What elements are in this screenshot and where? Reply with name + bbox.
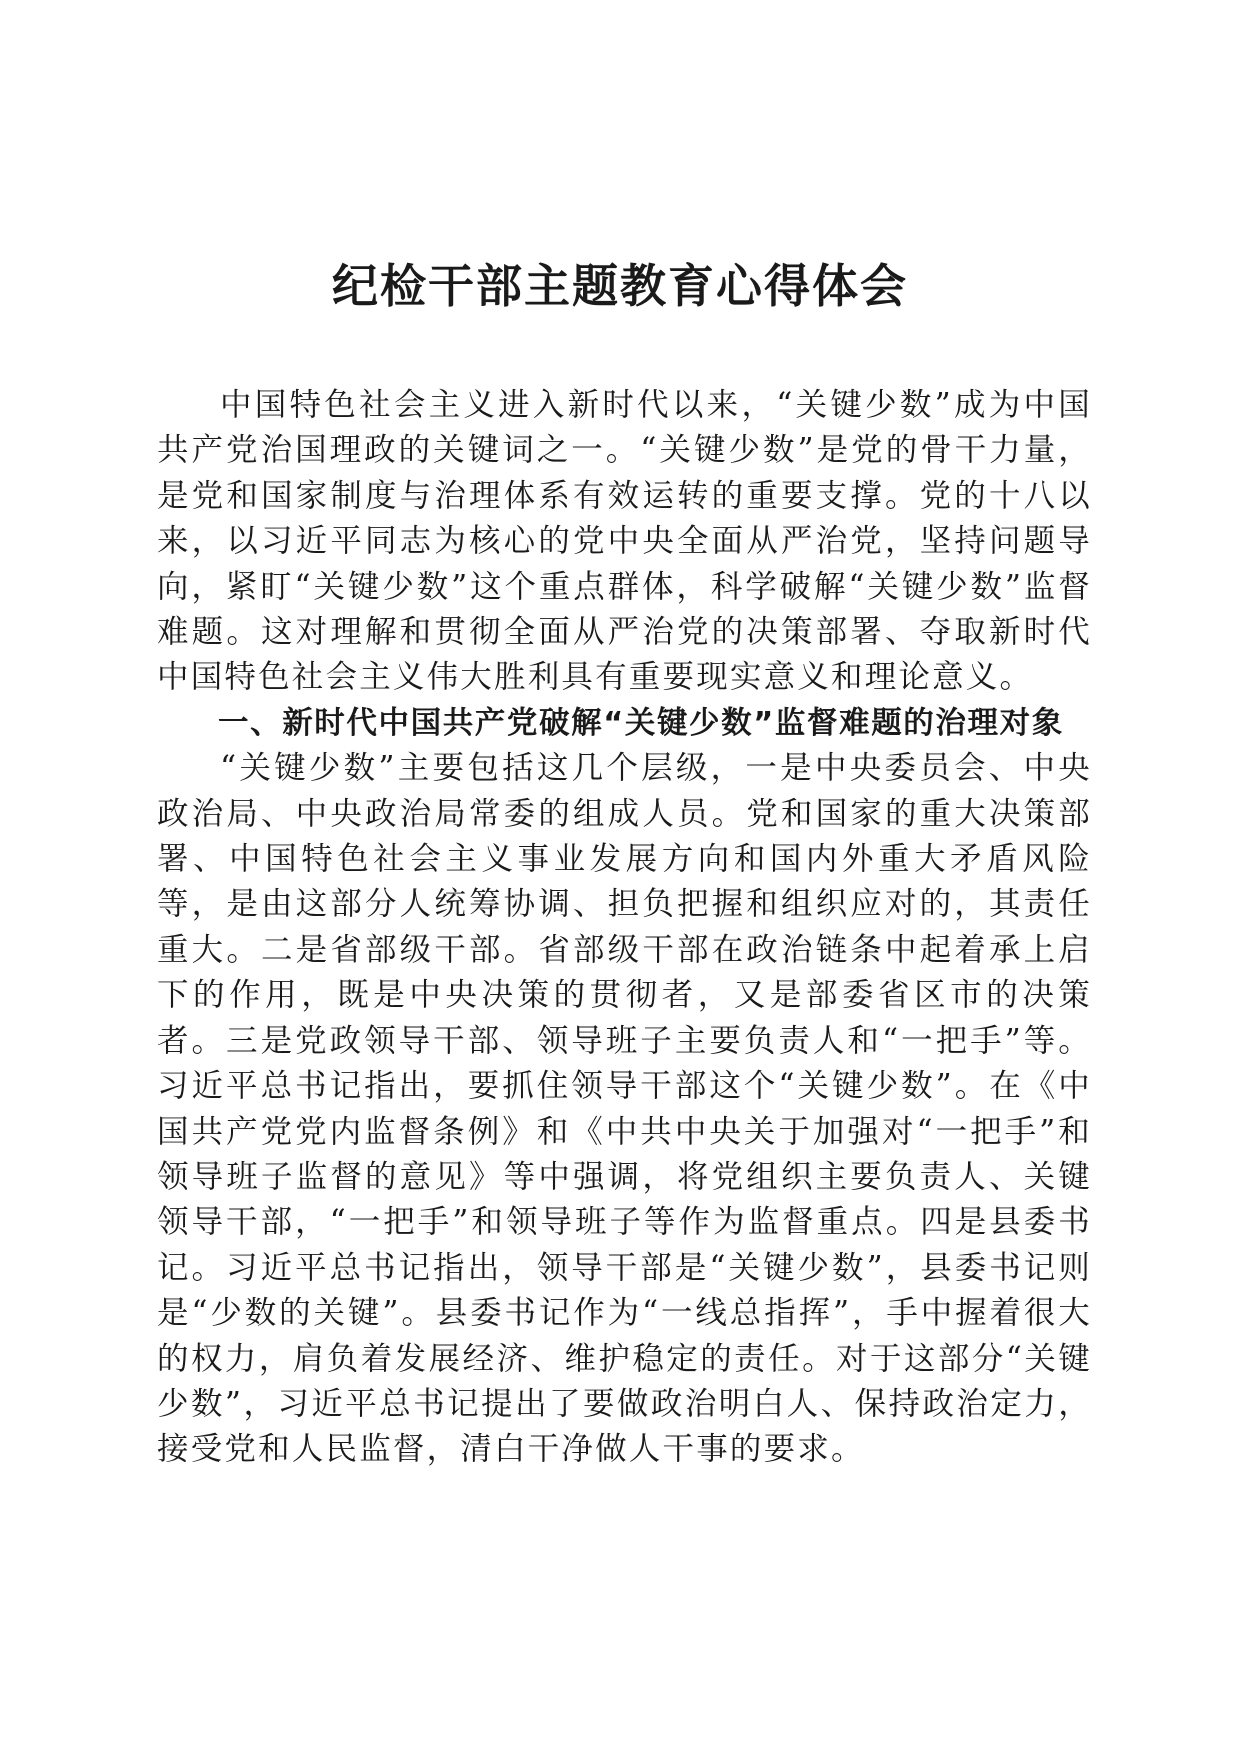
intro-paragraph: 中国特色社会主义进入新时代以来，“关键少数”成为中国共产党治国理政的关键词之一。“关键少数”是党的骨干力量，是党和国家制度与治理体系有效运转的重要支撑。党的十八以来，以习近平同志为核心的党中央全面从严治党，坚持问题导向，紧盯“关键少数”这个重点群体，科学破解“关键少数”监督难题。这对理解和贯彻全面从严治党的决策部署、夺取新时代中国特色社会主义伟大胜利具有重要现实意义和理论意义。 xyxy=(157,387,1092,696)
document-body xyxy=(157,383,1092,1473)
section-heading-1: 一、新时代中国共产党破解“关键少数”监督难题的治理对象 xyxy=(218,705,1064,741)
document-title: 纪检干部主题教育心得体会 xyxy=(332,259,908,313)
section-1-paragraph: “关键少数”主要包括这几个层级，一是中央委员会、中央政治局、中央政治局常委的组成人员。党和国家的重大决策部署、中国特色社会主义事业发展方向和国内外重大矛盾风险等，是由这部分人统筹协调、担负把握和组织应对的，其责任重大。二是省部级干部。省部级干部在政治链条中起着承上启下的作用，既是中央决策的贯彻者，又是部委省区市的决策者。三是党政领导干部、领导班子主要负责人和“一把手”等。习近平总书记指出，要抓住领导干部这个“关键少数”。在《中国共产党党内监督条例》和《中共中央关于加强对“一把手”和领导班子监督的意见》等中强调，将党组织主要负责人、关键领导干部，“一把手”和领导班子等作为监督重点。四是县委书记。习近平总书记指出，领导干部是“关键少数”，县委书记则是“少数的关键”。县委书记作为“一线总指挥”，手中握着很大的权力，肩负着发展经济、维护稳定的责任。对于这部分“关键少数”，习近平总书记提出了要做政治明白人、保持政治定力，接受党和人民监督，清白干净做人干事的要求。 xyxy=(157,750,1092,1468)
